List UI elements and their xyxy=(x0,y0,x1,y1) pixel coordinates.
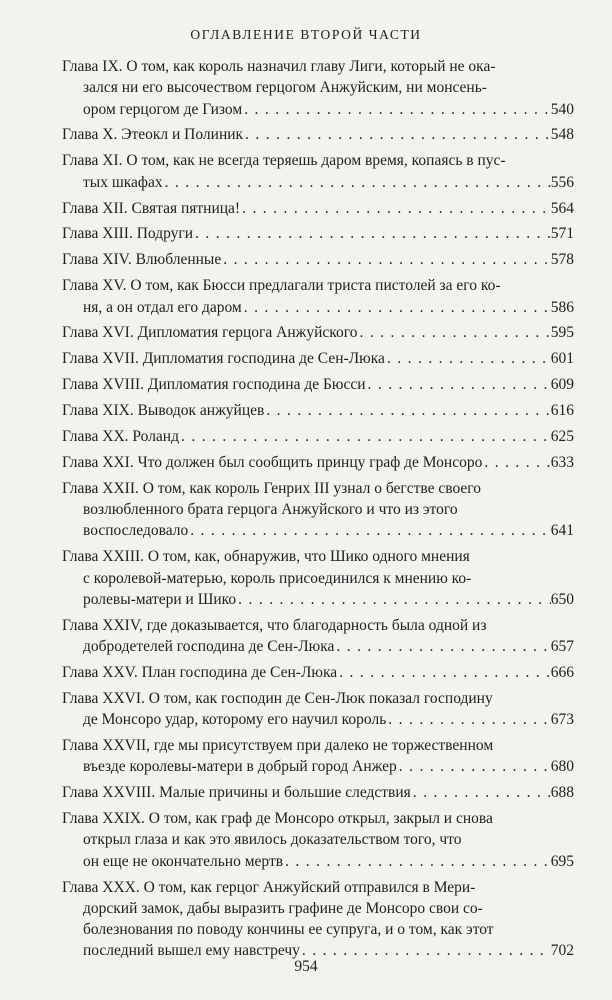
chapter-title-text: Глава XII. Святая пятница! xyxy=(62,199,241,217)
toc-entry xyxy=(62,782,574,803)
chapter-title-text: возлюбленного брата герцога Анжуйского и что из этого xyxy=(83,501,458,519)
chapter-title-text: Глава XIII. Подруги xyxy=(62,225,194,243)
chapter-title-text: с королевой-матерью, король присоединился к мнению ко- xyxy=(83,569,472,587)
chapter-title-text: болезнования по поводу кончины ее супруга, и о том, как этот xyxy=(83,921,494,939)
toc-entry-line xyxy=(62,297,574,318)
toc-entry-line xyxy=(62,688,574,709)
toc-entry-line xyxy=(62,662,574,683)
toc-entry xyxy=(62,249,574,270)
toc-entry xyxy=(62,662,574,683)
toc-entry xyxy=(62,124,574,145)
chapter-title-text: Глава XXVIII. Малые причины и большие следствия xyxy=(62,784,411,802)
toc-entry xyxy=(62,615,574,658)
toc-entry xyxy=(62,426,574,447)
chapter-title-text: Глава XIV. Влюбленные xyxy=(62,251,222,269)
chapter-page-number: 556 xyxy=(550,173,574,191)
toc-entry-line xyxy=(62,150,574,171)
dot-leader xyxy=(357,322,550,343)
chapter-title-text: Глава XX. Роланд xyxy=(62,427,179,445)
toc-entry-line xyxy=(62,426,574,447)
chapter-title-text: Глава XXV. План господина де Сен-Люка xyxy=(62,663,338,681)
chapter-page-number: 680 xyxy=(550,758,574,776)
chapter-page-number: 650 xyxy=(550,590,574,608)
table-of-contents xyxy=(62,56,574,966)
dot-leader xyxy=(240,198,551,219)
chapter-title-text: Глава XIX. Выводок анжуйцев xyxy=(62,402,265,420)
chapter-page-number: 688 xyxy=(550,784,574,802)
chapter-title-text: Глава XXIII. О том, как, обнаружив, что Шико одного мнения xyxy=(62,548,470,566)
dot-leader xyxy=(193,223,551,244)
chapter-page-number: 586 xyxy=(550,298,574,316)
toc-entry xyxy=(62,223,574,244)
toc-entry xyxy=(62,198,574,219)
toc-entry-line xyxy=(62,782,574,803)
chapter-page-number: 666 xyxy=(550,663,574,681)
chapter-title-text: Глава X. Этеокл и Полиник xyxy=(62,126,244,144)
toc-entry-line xyxy=(62,520,574,541)
dot-leader xyxy=(385,348,551,369)
chapter-title-text: Глава XVI. Дипломатия герцога Анжуйского xyxy=(62,324,358,342)
chapter-page-number: 633 xyxy=(550,453,574,471)
chapter-title-text: Глава XI. О том, как не всегда теряешь даром время, копаясь в пус- xyxy=(62,152,506,170)
dot-leader xyxy=(337,662,551,683)
chapter-title-text: зался ни его высочеством герцогом Анжуйским, ни монсень- xyxy=(83,79,487,97)
chapter-title-text: Глава XXVII, где мы присутствуем при далеко не торжественном xyxy=(62,737,494,754)
toc-entry-line xyxy=(62,172,574,193)
toc-entry-line xyxy=(62,851,574,872)
chapter-page-number: 578 xyxy=(550,251,574,269)
dot-leader xyxy=(283,851,551,872)
chapter-title-text: Глава IX. О том, как король назначил главу Лиги, который не ока- xyxy=(62,58,496,75)
dot-leader xyxy=(163,172,551,193)
toc-entry-line xyxy=(62,198,574,219)
chapter-page-number: 609 xyxy=(550,376,574,394)
chapter-title-text: де Монсоро удар, которому его научил король xyxy=(83,711,387,729)
chapter-title-text: ня, а он отдал его даром xyxy=(83,298,242,316)
toc-entry xyxy=(62,275,574,318)
chapter-page-number: 673 xyxy=(550,711,574,729)
toc-entry-line xyxy=(62,898,574,919)
toc-entry-line xyxy=(62,223,574,244)
dot-leader xyxy=(188,520,551,541)
toc-entry-line xyxy=(62,615,574,636)
dot-leader xyxy=(242,297,551,318)
toc-entry-line xyxy=(62,829,574,850)
dot-leader xyxy=(221,249,551,270)
toc-entry-line xyxy=(62,589,574,610)
chapter-title-text: ролевы-матери и Шико xyxy=(83,590,237,608)
chapter-page-number: 601 xyxy=(550,350,574,368)
chapter-page-number: 702 xyxy=(550,942,574,960)
chapter-page-number: 695 xyxy=(550,852,574,870)
chapter-title-text: Глава XXIX. О том, как граф де Монсоро открыл, закрыл и снова xyxy=(62,810,493,828)
toc-entry xyxy=(62,322,574,343)
chapter-page-number: 657 xyxy=(550,638,574,656)
dot-leader xyxy=(482,452,550,473)
dot-leader xyxy=(366,374,551,395)
toc-entry-line xyxy=(62,756,574,777)
toc-entry xyxy=(62,150,574,193)
toc-entry-line xyxy=(62,735,574,756)
chapter-title-text: последний вышел ему навстречу xyxy=(83,942,300,960)
toc-entry-line xyxy=(62,99,574,120)
toc-entry-line xyxy=(62,124,574,145)
dot-leader xyxy=(264,400,550,421)
toc-entry-line xyxy=(62,275,574,296)
toc-entry xyxy=(62,688,574,731)
toc-entry xyxy=(62,877,574,962)
toc-entry xyxy=(62,808,574,872)
toc-entry-line xyxy=(62,249,574,270)
running-header: ОГЛАВЛЕНИЕ ВТОРОЙ ЧАСТИ xyxy=(190,27,422,42)
toc-entry-line xyxy=(62,709,574,730)
dot-leader xyxy=(179,426,551,447)
chapter-page-number: 540 xyxy=(550,100,574,118)
chapter-title-text: Глава XXI. Что должен был сообщить принцу граф де Монсоро xyxy=(62,453,483,471)
toc-entry xyxy=(62,56,574,120)
chapter-title-text: открыл глаза и как это явилось доказательством того, что xyxy=(83,831,462,849)
toc-entry-line xyxy=(62,546,574,567)
toc-entry-line xyxy=(62,77,574,98)
toc-entry-line xyxy=(62,499,574,520)
chapter-title-text: добродетелей господина де Сен-Люка xyxy=(83,638,335,656)
chapter-title-text: он еще не окончательно мертв xyxy=(83,852,284,870)
chapter-title-text: Глава XVII. Дипломатия господина де Сен-Люка xyxy=(62,350,385,368)
chapter-page-number: 548 xyxy=(550,126,574,144)
chapter-page-number: 641 xyxy=(550,522,574,540)
chapter-title-text: дорский замок, дабы выразить графине де Монсоро свои со- xyxy=(83,899,483,917)
toc-entry xyxy=(62,546,574,610)
toc-entry xyxy=(62,400,574,421)
toc-entry-line xyxy=(62,348,574,369)
dot-leader xyxy=(397,756,551,777)
chapter-page-number: 625 xyxy=(550,427,574,445)
dot-leader xyxy=(411,782,551,803)
chapter-page-number: 595 xyxy=(550,324,574,342)
toc-entry-line xyxy=(62,636,574,657)
chapter-title-text: ором герцогом де Гизом xyxy=(83,100,243,118)
dot-leader xyxy=(236,589,551,610)
toc-entry-line xyxy=(62,478,574,499)
toc-entry-line xyxy=(62,808,574,829)
dot-leader xyxy=(334,636,550,657)
toc-entry xyxy=(62,348,574,369)
toc-entry xyxy=(62,374,574,395)
dot-leader xyxy=(243,124,551,145)
chapter-page-number: 564 xyxy=(550,199,574,217)
chapter-title-text: Глава XV. О том, как Бюсси предлагали триста пистолей за его ко- xyxy=(62,277,501,295)
toc-entry-line xyxy=(62,56,574,77)
chapter-title-text: тых шкафах xyxy=(83,173,163,191)
chapter-title-text: Глава XXVI. О том, как господин де Сен-Люк показал господину xyxy=(62,689,493,707)
toc-entry xyxy=(62,452,574,473)
chapter-title-text: Глава XXX. О том, как герцог Анжуйский отправился в Мери- xyxy=(62,878,476,896)
toc-entry xyxy=(62,478,574,542)
dot-leader xyxy=(386,709,550,730)
chapter-page-number: 616 xyxy=(550,402,574,420)
chapter-title-text: воспоследовало xyxy=(83,522,189,540)
toc-entry-line xyxy=(62,568,574,589)
chapter-title-text: въезде королевы-матери в добрый город Анжер xyxy=(83,758,397,776)
toc-entry-line xyxy=(62,919,574,940)
toc-entry-line xyxy=(62,877,574,898)
toc-entry-line xyxy=(62,374,574,395)
chapter-page-number: 571 xyxy=(550,225,574,243)
chapter-title-text: Глава XXII. О том, как король Генрих III узнал о бегстве своего xyxy=(62,479,482,497)
toc-entry-line xyxy=(62,452,574,473)
page-number: 954 xyxy=(294,958,318,975)
toc-entry xyxy=(62,735,574,778)
toc-entry-line xyxy=(62,400,574,421)
chapter-title-text: Глава XXIV, где доказывается, что благодарность была одной из xyxy=(62,616,487,634)
toc-entry-line xyxy=(62,322,574,343)
chapter-title-text: Глава XVIII. Дипломатия господина де Бюсси xyxy=(62,376,366,394)
dot-leader xyxy=(242,99,551,120)
